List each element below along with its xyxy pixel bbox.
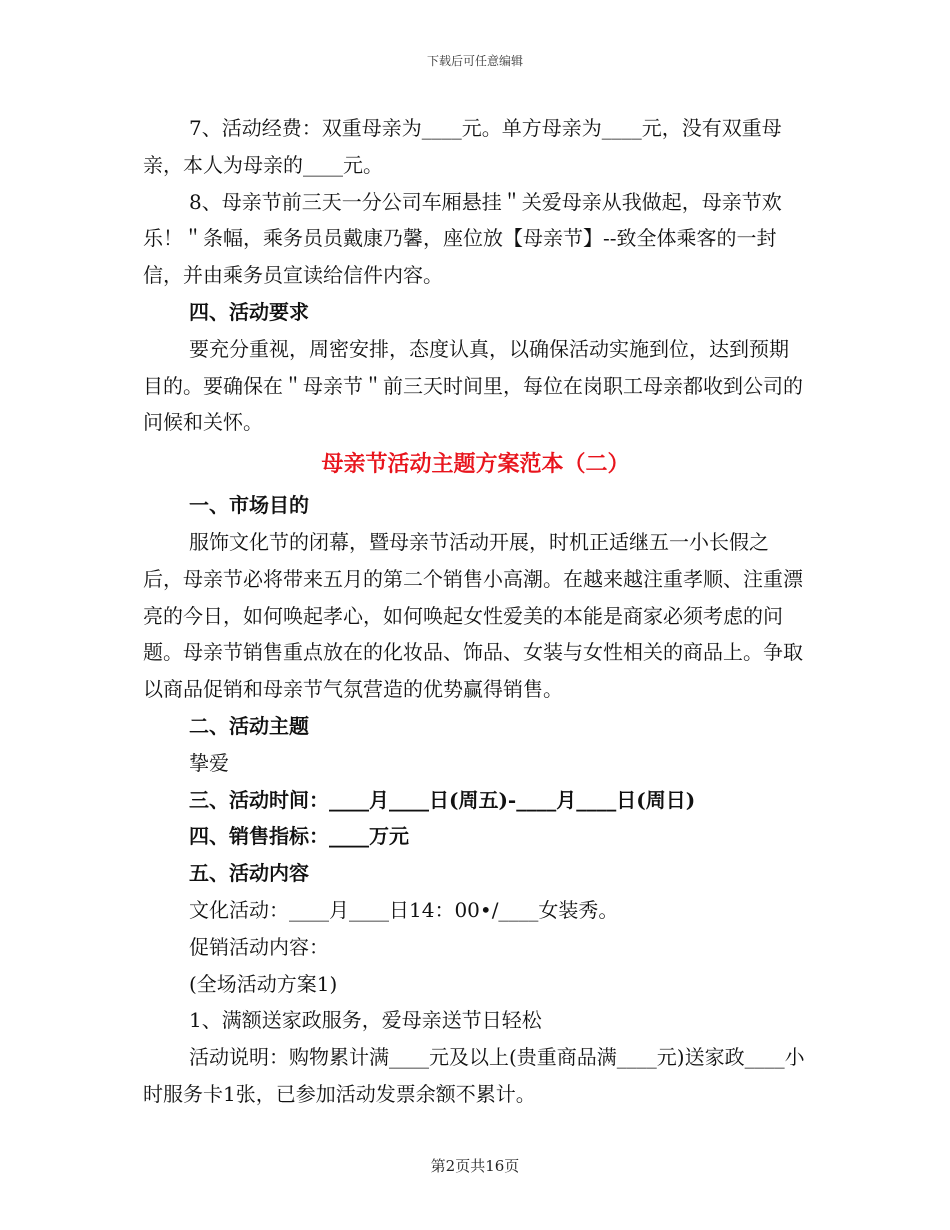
paragraph-activity-description: 活动说明：购物累计满____元及以上(贵重商品满____元)送家政____小时服务卡1张，已参加活动发票余额不累计。 [143,1045,805,1106]
heading-market-purpose: 一、市场目的 [189,493,309,518]
heading-activity-theme: 二、活动主题 [189,713,309,738]
paragraph-item-1: 1、满额送家政服务，爱母亲送节日轻松 [189,1008,542,1033]
paragraph-banner: 8、母亲节前三天一分公司车厢悬挂＂关爱母亲从我做起，母亲节欢乐！＂条幅，乘务员员戴康乃馨，座位放【母亲节】--致全体乘客的一封信，并由乘务员宣读给信件内容。 [143,189,782,288]
paragraph-promotion-content: 促销活动内容： [189,934,329,959]
heading-activity-requirements: 四、活动要求 [189,299,309,324]
paragraph-cultural-activity: 文化活动：____月____日14：00•/____女装秀。 [189,897,619,922]
paragraph-activity-funds: 7、活动经费：双重母亲为____元。单方母亲为____元，没有双重母亲，本人为母亲的____元。 [143,116,782,177]
page-footer: 第2页共16页 [430,1157,520,1175]
paragraph-requirements: 要充分重视，周密安排，态度认真，以确保活动实施到位，达到预期目的。要确保在＂母亲节＂前三天时间里，每位在岗职工母亲都收到公司的问候和关怀。 [143,336,803,435]
paragraph-plan-1: (全场活动方案1) [189,971,338,996]
section-title: 母亲节活动主题方案范本（二） [321,451,630,478]
heading-sales-target: 四、销售指标：____万元 [189,824,409,849]
paragraph-market-purpose: 服饰文化节的闭幕，暨母亲节活动开展，时机正适继五一小长假之后，母亲节必将带来五月的第二个销售小高潮。在越来越注重孝顺、注重漂亮的今日，如何唤起孝心，如何唤起女性爱美的本能是商家必须考虑的问题。母亲节销售重点放在的化妆品、饰品、女装与女性相关的商品上。争取以商品促销和母亲节气氛营造的优势赢得销售。 [143,529,803,702]
document-body [143,110,808,1113]
heading-activity-content: 五、活动内容 [189,861,309,886]
heading-activity-time: 三、活动时间：____月____日(周五)-____月____日(周日) [189,787,696,812]
page-header: 下载后可任意编辑 [426,54,523,68]
paragraph-theme: 挚爱 [189,750,229,775]
